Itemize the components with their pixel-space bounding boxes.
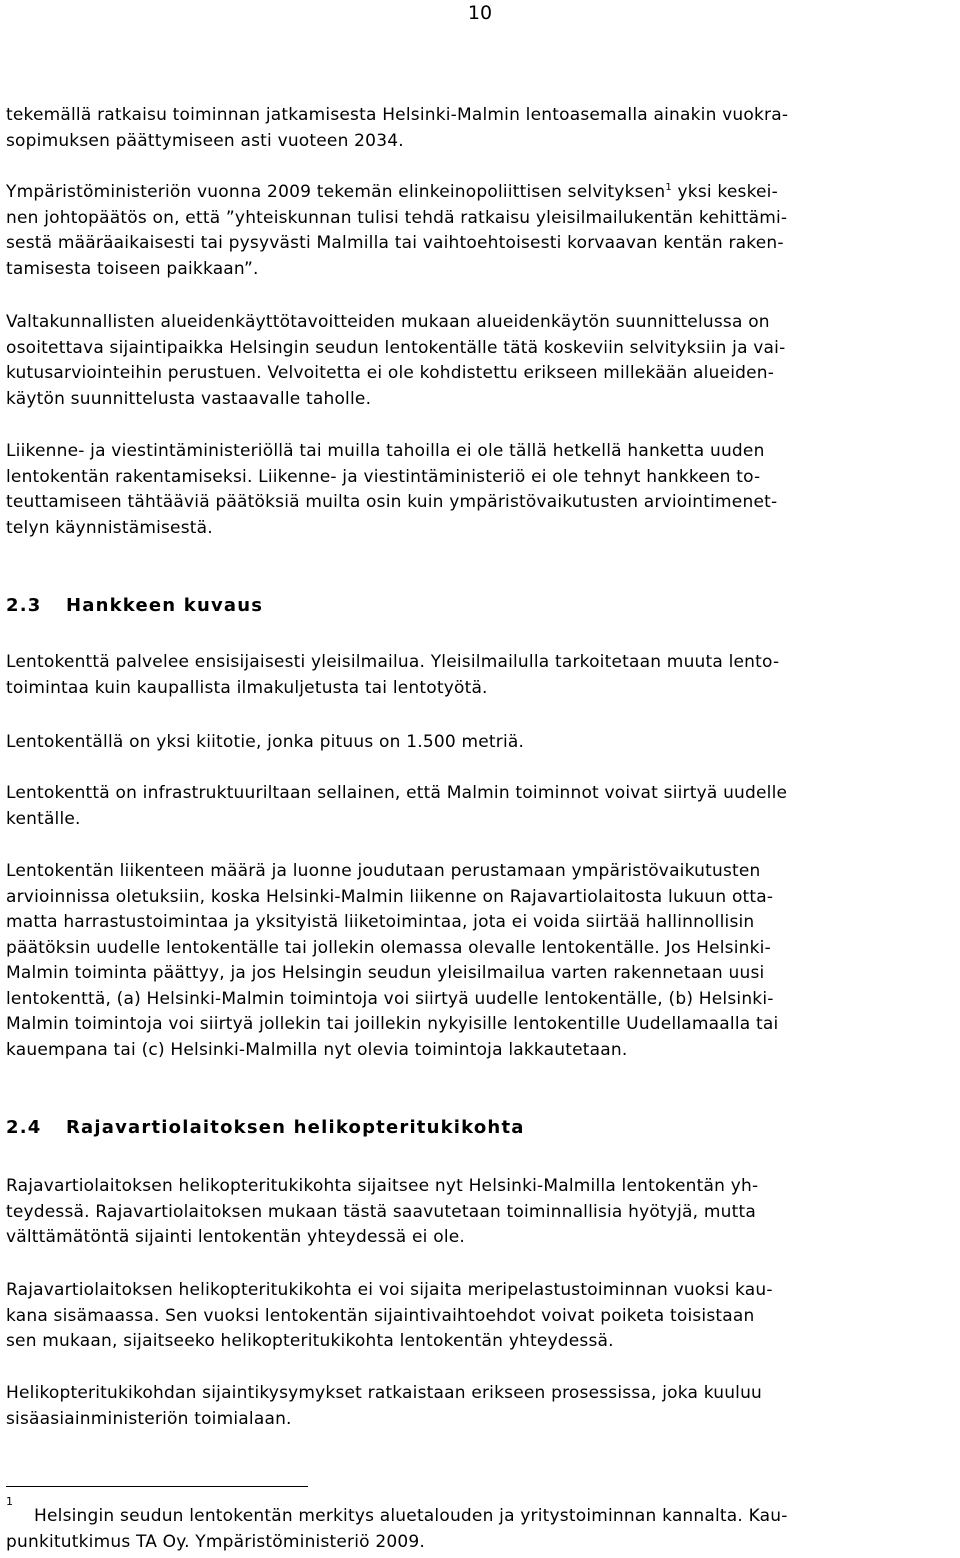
- paragraph: [6, 439, 950, 541]
- text-line: [6, 180, 950, 206]
- text-line: matta harrastustoimintaa ja yksityistä liiketoimintaa, jota ei voida siirtää hallinnollisin: [6, 912, 755, 932]
- section-title: Rajavartiolaitoksen helikopteritukikohta: [66, 1117, 525, 1138]
- text-line: Lentokentän liikenteen määrä ja luonne joudutaan perustamaan ympäristövaikutusten: [6, 861, 761, 881]
- footnote-mark: 1: [6, 1495, 13, 1508]
- section-heading: [6, 594, 263, 618]
- text-line: tekemällä ratkaisu toiminnan jatkamisesta Helsinki-Malmin lentoasemalla ainakin vuokra-: [6, 105, 789, 125]
- section-number: 2.3: [6, 595, 42, 616]
- text-line: Malmin toiminta päättyy, ja jos Helsingin seudun yleisilmailua varten rakennetaan uusi: [6, 963, 765, 983]
- footnote: [6, 1495, 950, 1555]
- text-line: kana sisämaassa. Sen vuoksi lentokentän sijaintivaihtoehdot voivat poiketa toisistaan: [6, 1305, 755, 1326]
- text-fragment: Ympäristöministeriön vuonna 2009 tekemän elinkeinopoliittisen selvityksen: [6, 182, 666, 202]
- paragraph: [6, 310, 950, 412]
- text-line: sen mukaan, sijaitseeko helikopteritukikohta lentokentän yhteydessä.: [6, 1331, 614, 1351]
- footnote-reference: 1: [665, 182, 672, 193]
- text-line: teydessä. Rajavartiolaitoksen mukaan tästä saavutetaan toiminnallisia hyötyjä, mutta: [6, 1201, 756, 1222]
- paragraph: [6, 103, 950, 154]
- text-line: lentokenttä, (a) Helsinki-Malmin toimintoja voi siirtyä uudelle lentokentälle, (b) Helsinki-: [6, 988, 774, 1009]
- text-line: Helikopteritukikohdan sijaintikysymykset ratkaistaan erikseen prosessissa, joka kuuluu: [6, 1383, 763, 1403]
- text-line: sisäasiainministeriön toimialaan.: [6, 1408, 292, 1429]
- text-line: toimintaa kuin kaupallista ilmakuljetusta tai lentotyötä.: [6, 677, 488, 698]
- text-line: Lentokentällä on yksi kiitotie, jonka pituus on 1.500 metriä.: [6, 732, 525, 752]
- section-number: 2.4: [6, 1117, 42, 1138]
- section-heading: [6, 1116, 525, 1140]
- document-page: [6, 0, 950, 1558]
- text-line: lentokentän rakentamiseksi. Liikenne- ja viestintäministeriö ei ole tehnyt hankkeen to-: [6, 466, 761, 487]
- paragraph: [6, 1381, 950, 1432]
- paragraph: [6, 1174, 950, 1251]
- text-line: Malmin toimintoja voi siirtyä jollekin tai joillekin nykyisille lentokentille Uudellamaalla tai: [6, 1014, 779, 1034]
- text-line: osoitettava sijaintipaikka Helsingin seudun lentokentälle tätä koskeviin selvityksiin ja vai-: [6, 337, 786, 358]
- page-number: 10: [467, 2, 493, 24]
- text-line: Lentokenttä on infrastruktuuriltaan sellainen, että Malmin toiminnot voivat siirtyä uudelle: [6, 783, 788, 803]
- footnote-line: punkitutkimus TA Oy. Ympäristöministeriö 2009.: [6, 1532, 426, 1552]
- text-line: Liikenne- ja viestintäministeriöllä tai muilla tahoilla ei ole tällä hetkellä hanketta uuden: [6, 441, 765, 461]
- text-line: käytön suunnittelusta vastaavalle taholle.: [6, 388, 372, 409]
- paragraph: [6, 180, 950, 282]
- text-line: sopimuksen päättymiseen asti vuoteen 2034.: [6, 130, 404, 151]
- text-line: Lentokenttä palvelee ensisijaisesti yleisilmailua. Yleisilmailulla tarkoitetaan muuta lento-: [6, 652, 780, 672]
- footnote-line: Helsingin seudun lentokentän merkitys aluetalouden ja yritystoiminnan kannalta. Kau-: [34, 1506, 788, 1526]
- text-line: päätöksin uudelle lentokentälle tai jollekin olemassa olevalle lentokentälle. Jos Helsinki-: [6, 937, 771, 958]
- text-line: kentälle.: [6, 808, 81, 829]
- text-line: teuttamiseen tähtääviä päätöksiä muilta osin kuin ympäristövaikutusten arviointimenet-: [6, 492, 778, 512]
- text-line: kauempana tai (c) Helsinki-Malmilla nyt olevia toimintoja lakkautetaan.: [6, 1039, 628, 1060]
- text-line: Rajavartiolaitoksen helikopteritukikohta ei voi sijaita meripelastustoiminnan vuoksi kau-: [6, 1280, 773, 1300]
- text-line: nen johtopäätös on, että ”yhteiskunnan tulisi tehdä ratkaisu yleisilmailukentän kehittämi-: [6, 207, 788, 228]
- text-line: telyn käynnistämisestä.: [6, 517, 213, 538]
- text-fragment: yksi keskei-: [671, 182, 778, 202]
- text-line: Valtakunnallisten alueidenkäyttötavoitteiden mukaan alueidenkäytön suunnittelussa on: [6, 312, 770, 332]
- paragraph: [6, 1278, 950, 1355]
- text-line: arvioinnissa oletuksiin, koska Helsinki-Malmin liikenne on Rajavartiolaitosta lukuun otta-: [6, 886, 774, 907]
- paragraph: [6, 859, 950, 1063]
- text-line: välttämätöntä sijainti lentokentän yhteydessä ei ole.: [6, 1227, 465, 1247]
- text-line: sestä määräaikaisesti tai pysyvästi Malmilla tai vaihtoehtoisesti korvaavan kentän raken-: [6, 233, 784, 253]
- section-title: Hankkeen kuvaus: [66, 595, 264, 616]
- text-line: kutusarviointeihin perustuen. Velvoitetta ei ole kohdistettu erikseen millekään alueiden-: [6, 363, 775, 383]
- paragraph: [6, 730, 950, 756]
- text-line: tamisesta toiseen paikkaan”.: [6, 258, 259, 279]
- paragraph: [6, 650, 950, 701]
- footnote-separator: [6, 1486, 308, 1487]
- text-line: Rajavartiolaitoksen helikopteritukikohta sijaitsee nyt Helsinki-Malmilla lentokentän yh-: [6, 1176, 759, 1196]
- paragraph: [6, 781, 950, 832]
